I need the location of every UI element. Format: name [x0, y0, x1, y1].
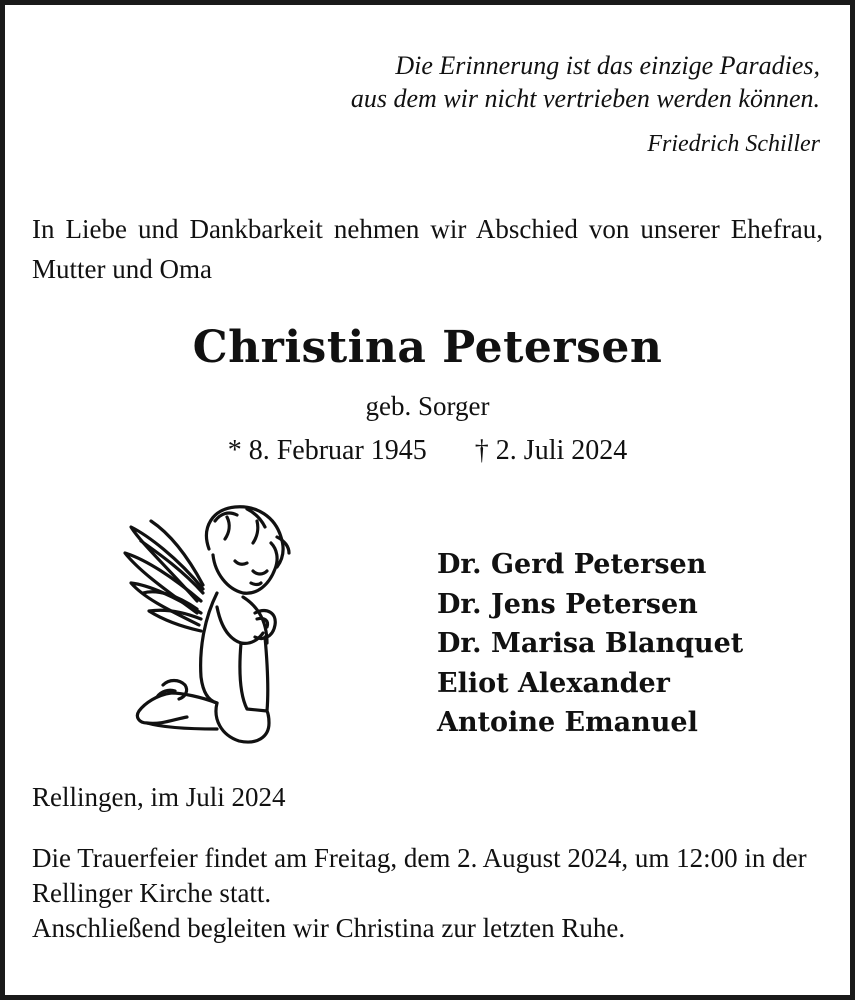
death-date: † 2. Juli 2024 — [474, 435, 628, 466]
mourner-name: Antoine Emanuel — [437, 707, 698, 738]
place-date: Rellingen, im Juli 2024 — [32, 782, 286, 812]
maiden-name: geb. Sorger — [365, 391, 490, 421]
quote-author: Friedrich Schiller — [647, 131, 820, 157]
service-line-1: Die Trauerfeier findet am Freitag, dem 2. August 2024, um 12:00 in der Rellinger Kirche statt. — [32, 843, 807, 908]
birth-date: * 8. Februar 1945 — [227, 435, 427, 466]
life-dates — [5, 433, 850, 469]
mourners-list — [437, 545, 743, 743]
deceased-name: Christina Petersen — [192, 322, 663, 373]
intro-text: In Liebe und Dankbarkeit nehmen wir Abschied von unserer Ehefrau, Mutter und Oma — [32, 214, 823, 284]
quote-line-1: Die Erinnerung ist das einzige Paradies, — [395, 51, 820, 80]
mourner-name: Dr. Gerd Petersen — [437, 549, 707, 580]
service-info — [32, 841, 823, 946]
praying-angel-icon — [117, 497, 302, 752]
service-line-2: Anschließend begleiten wir Christina zur letzten Ruhe. — [32, 913, 626, 943]
quote-line-2: aus dem wir nicht vertrieben werden können. — [350, 84, 820, 113]
quote-block — [351, 49, 820, 159]
mourner-name: Eliot Alexander — [437, 667, 670, 699]
mourner-name: Dr. Jens Petersen — [437, 588, 698, 620]
mourner-name: Dr. Marisa Blanquet — [437, 628, 744, 659]
